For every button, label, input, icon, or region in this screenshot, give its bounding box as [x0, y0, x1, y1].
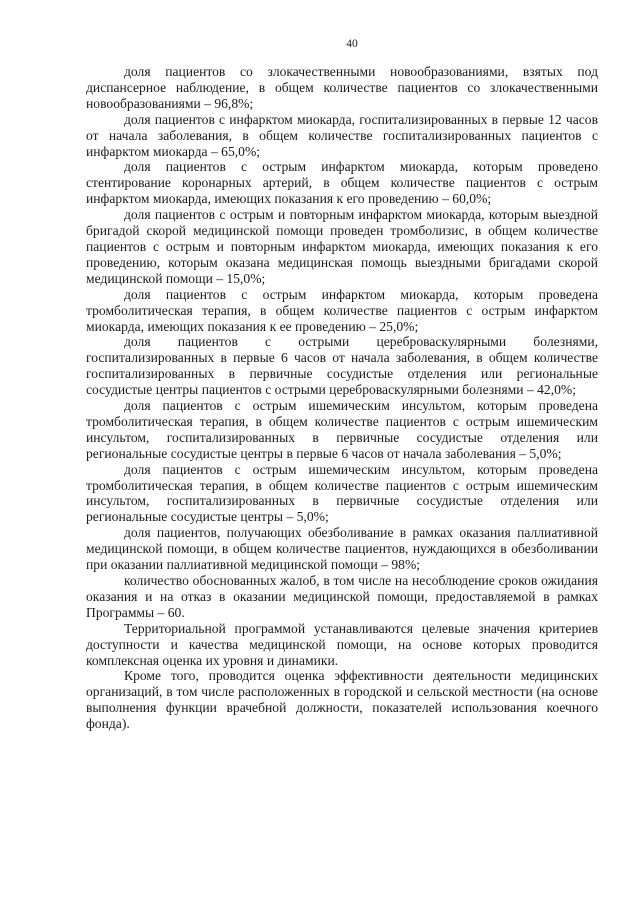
list-item: доля пациентов с острым и повторным инфарктом миокарда, которым выездной бригадой скорой медицинской помощи проведен тромболизис, в общем количестве пациентов с острым и повторным инфарктом миокарда, имеющих показания к его проведению, которым оказана медицинская помощь выездными бригадами скорой медицинской помощи – 15,0%; — [86, 207, 598, 286]
list-item: доля пациентов с инфарктом миокарда, госпитализированных в первые 12 часов от начала заболевания, в общем количестве госпитализированных пациентов с инфарктом миокарда – 65,0%; — [86, 111, 598, 159]
body-paragraph: Кроме того, проводится оценка эффективности деятельности медицинских организаций, в том числе расположенных в городской и сельской местности (на основе выполнения функции врачебной должности, показателей использования коечного фонда). — [86, 668, 598, 732]
list-item: доля пациентов с острыми цереброваскулярными болезнями, госпитализированных в первые 6 часов от начала заболевания, в общем количестве госпитализированных в первичные сосудистые отделения или региональные сосудистые центры пациентов с острыми цереброваскулярными болезнями – 42,0%; — [86, 334, 598, 398]
list-item: доля пациентов с острым ишемическим инсультом, которым проведена тромболитическая терапия, в общем количестве пациентов с острым ишемическим инсультом, госпитализированных в первичные сосудистые отделения или региональные сосудистые центры в первые 6 часов от начала заболевания – 5,0%; — [86, 398, 598, 461]
body-paragraph: Территориальной программой устанавливаются целевые значения критериев доступности и качества медицинской помощи, на основе которых проводится комплексная оценка их уровня и динамики. — [86, 620, 598, 668]
list-item: количество обоснованных жалоб, в том числе на несоблюдение сроков ожидания оказания и на отказ в оказании медицинской помощи, предоставляемой в рамках Программы – 60. — [86, 573, 598, 620]
page-number: 40 — [346, 38, 358, 50]
list-item: доля пациентов с острым ишемическим инсультом, которым проведена тромболитическая терапия, в общем количестве пациентов с острым ишемическим инсультом, госпитализированных в первичные сосудистые отделения или региональные сосудистые центры – 5,0%; — [86, 461, 598, 525]
list-item: доля пациентов с острым инфарктом миокарда, которым проведена тромболитическая терапия, в общем количестве пациентов с острым инфарктом миокарда, имеющих показания к ее проведению – 25,0%; — [86, 286, 598, 334]
list-item: доля пациентов с острым инфарктом миокарда, которым проведено стентирование коронарных артерий, в общем количестве пациентов с острым инфарктом миокарда, имеющих показания к его проведению – 60,0%; — [86, 159, 598, 207]
list-item: доля пациентов со злокачественными новообразованиями, взятых под диспансерное наблюдение, в общем количестве пациентов со злокачественными новообразованиями – 96,8%; — [86, 64, 598, 111]
list-item: доля пациентов, получающих обезболивание в рамках оказания паллиативной медицинской помощи, в общем количестве пациентов, нуждающихся в обезболивании при оказании паллиативной медицинской помощи – 98%; — [86, 525, 598, 573]
